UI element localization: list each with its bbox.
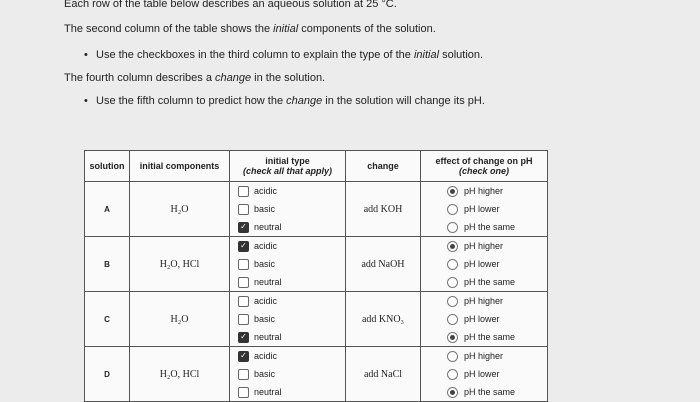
initial-components: H₂O <box>130 292 230 347</box>
type-option-label: basic <box>254 314 276 324</box>
initial-type-cell <box>230 182 346 237</box>
checkbox-icon[interactable] <box>238 277 249 288</box>
radio-icon[interactable] <box>447 296 458 307</box>
type-option[interactable] <box>230 292 345 310</box>
row-label: C <box>85 292 130 347</box>
type-option-label: basic <box>254 204 276 214</box>
type-option[interactable] <box>230 273 345 291</box>
effect-option-label: pH higher <box>464 241 504 251</box>
effect-option[interactable] <box>421 237 547 255</box>
initial-type-cell <box>230 237 346 292</box>
type-option[interactable] <box>230 328 345 346</box>
intro-line-3: • Use the checkboxes in the third column to explain the type of the initial solution. <box>84 49 484 61</box>
radio-icon[interactable] <box>447 351 458 362</box>
radio-selected-icon[interactable] <box>447 332 458 343</box>
effect-cell <box>421 237 548 292</box>
type-option-label: neutral <box>254 277 282 287</box>
header-row <box>85 151 548 182</box>
effect-cell <box>421 347 548 402</box>
header-effect: effect of change on pH (check one) <box>421 151 548 182</box>
effect-option-label: pH the same <box>464 332 516 342</box>
type-option[interactable] <box>230 237 345 255</box>
intro-line-2: The second column of the table shows the initial components of the solution. <box>64 23 436 35</box>
effect-option-label: pH higher <box>464 351 504 361</box>
type-option[interactable] <box>230 347 345 365</box>
row-label: D <box>85 347 130 402</box>
type-option-label: neutral <box>254 332 282 342</box>
effect-option[interactable] <box>421 292 547 310</box>
type-option[interactable] <box>230 182 345 200</box>
checkbox-checked-icon[interactable]: ✓ <box>238 222 249 233</box>
effect-option-label: pH lower <box>464 204 500 214</box>
change-description: add KOH <box>346 182 421 237</box>
intro-line-4: The fourth column describes a change in the solution. <box>64 72 326 84</box>
initial-type-cell <box>230 347 346 402</box>
radio-icon[interactable] <box>447 222 458 233</box>
header-solution: solution <box>85 151 130 182</box>
effect-option-label: pH the same <box>464 222 516 232</box>
initial-components: H₂O, HCl <box>130 237 230 292</box>
effect-option[interactable] <box>421 310 547 328</box>
type-option-label: basic <box>254 259 276 269</box>
checkbox-icon[interactable] <box>238 259 249 270</box>
effect-option[interactable] <box>421 218 547 236</box>
type-option[interactable] <box>230 310 345 328</box>
type-option[interactable] <box>230 365 345 383</box>
effect-option[interactable] <box>421 347 547 365</box>
effect-option[interactable] <box>421 328 547 346</box>
row-label: A <box>85 182 130 237</box>
type-option[interactable] <box>230 383 345 401</box>
effect-cell <box>421 292 548 347</box>
effect-option-label: pH lower <box>464 259 500 269</box>
radio-icon[interactable] <box>447 259 458 270</box>
type-option-label: acidic <box>254 241 278 251</box>
checkbox-checked-icon[interactable]: ✓ <box>238 241 249 252</box>
type-option-label: acidic <box>254 296 278 306</box>
checkbox-icon[interactable] <box>238 186 249 197</box>
type-option[interactable] <box>230 218 345 236</box>
radio-icon[interactable] <box>447 204 458 215</box>
initial-components: H₂O, HCl <box>130 347 230 402</box>
intro-line-5: • Use the fifth column to predict how the change in the solution will change its pH. <box>84 95 485 107</box>
checkbox-icon[interactable] <box>238 204 249 215</box>
effect-option-label: pH the same <box>464 387 516 397</box>
initial-components: H₂O <box>130 182 230 237</box>
type-option-label: acidic <box>254 186 278 196</box>
bullet-icon: • <box>84 49 88 61</box>
effect-option[interactable] <box>421 273 547 291</box>
effect-option-label: pH lower <box>464 314 500 324</box>
effect-option-label: pH the same <box>464 277 516 287</box>
header-components: initial components <box>130 151 230 182</box>
solution-table <box>84 150 548 402</box>
type-option-label: basic <box>254 369 276 379</box>
table-row <box>85 347 548 402</box>
effect-cell <box>421 182 548 237</box>
table-row <box>85 292 548 347</box>
effect-option-label: pH lower <box>464 369 500 379</box>
radio-selected-icon[interactable] <box>447 387 458 398</box>
row-label: B <box>85 237 130 292</box>
intro-line-1: Each row of the table below describes an aqueous solution at 25 °C. <box>64 0 397 10</box>
effect-option-label: pH higher <box>464 186 504 196</box>
effect-option[interactable] <box>421 255 547 273</box>
change-description: add KNO₃ <box>346 292 421 347</box>
radio-icon[interactable] <box>447 277 458 288</box>
type-option[interactable] <box>230 255 345 273</box>
type-option-label: neutral <box>254 222 282 232</box>
table-row <box>85 182 548 237</box>
radio-icon[interactable] <box>447 314 458 325</box>
radio-icon[interactable] <box>447 369 458 380</box>
checkbox-icon[interactable] <box>238 387 249 398</box>
header-type: initial type (check all that apply) <box>230 151 346 182</box>
checkbox-checked-icon[interactable]: ✓ <box>238 332 249 343</box>
change-description: add NaCl <box>346 347 421 402</box>
effect-option[interactable] <box>421 182 547 200</box>
bullet-icon: • <box>84 95 88 107</box>
effect-option[interactable] <box>421 365 547 383</box>
type-option[interactable] <box>230 200 345 218</box>
radio-selected-icon[interactable] <box>447 186 458 197</box>
table-row <box>85 237 548 292</box>
radio-selected-icon[interactable] <box>447 241 458 252</box>
type-option-label: neutral <box>254 387 282 397</box>
initial-type-cell <box>230 292 346 347</box>
checkbox-checked-icon[interactable]: ✓ <box>238 351 249 362</box>
change-description: add NaOH <box>346 237 421 292</box>
checkbox-icon[interactable] <box>238 296 249 307</box>
type-option-label: acidic <box>254 351 278 361</box>
effect-option-label: pH higher <box>464 296 504 306</box>
header-change: change <box>346 151 421 182</box>
checkbox-icon[interactable] <box>238 314 249 325</box>
effect-option[interactable] <box>421 383 547 401</box>
checkbox-icon[interactable] <box>238 369 249 380</box>
effect-option[interactable] <box>421 200 547 218</box>
